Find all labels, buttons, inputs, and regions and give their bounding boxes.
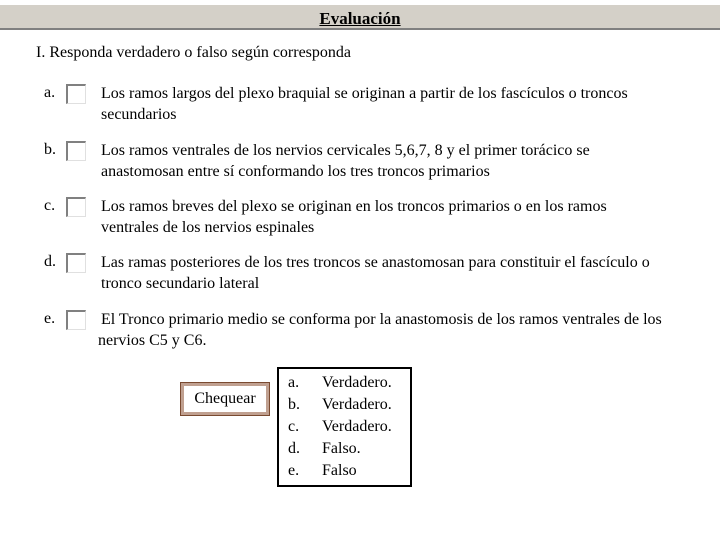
question-a-text: Los ramos largos del plexo braquial se originan a partir de los fascículos o troncos secundarios xyxy=(101,85,628,123)
check-button[interactable]: Chequear xyxy=(181,383,269,415)
question-b-checkbox[interactable] xyxy=(66,141,86,161)
answer-value: Verdadero. xyxy=(322,374,392,391)
answer-value: Falso xyxy=(322,462,357,479)
question-d-text: Las ramas posteriores de los tres troncos se anastomosan para constituir el fascículo o tronco secundario lateral xyxy=(101,254,650,292)
answer-value: Verdadero. xyxy=(322,396,392,413)
question-c-text: Los ramos breves del plexo se originan en los troncos primarios o en los ramos ventrales de los nervios espinales xyxy=(101,198,607,236)
answer-letter: a. xyxy=(288,374,300,391)
answer-letter: c. xyxy=(288,418,300,435)
question-a-checkbox[interactable] xyxy=(66,84,86,104)
title-bar xyxy=(0,4,720,30)
question-d-letter: d. xyxy=(44,253,56,270)
question-b-letter: b. xyxy=(44,141,56,158)
question-e-text: El Tronco primario medio se conforma por la anastomosis de los ramos ventrales de los nervios C5 y C6. xyxy=(98,311,662,349)
answer-value: Falso. xyxy=(322,440,361,457)
page-title: Evaluación xyxy=(319,9,401,28)
question-e-checkbox[interactable] xyxy=(66,310,86,330)
question-c-checkbox[interactable] xyxy=(66,197,86,217)
answer-letter: e. xyxy=(288,462,300,479)
answer-letter: d. xyxy=(288,440,300,457)
answer-letter: b. xyxy=(288,396,300,413)
question-c-letter: c. xyxy=(44,197,56,214)
question-e-letter: e. xyxy=(44,310,56,327)
answer-value: Verdadero. xyxy=(322,418,392,435)
instruction-text: I. Responda verdadero o falso según corresponda xyxy=(36,44,352,61)
question-a-letter: a. xyxy=(44,84,56,101)
question-d-checkbox[interactable] xyxy=(66,253,86,273)
answer-key-box xyxy=(277,367,412,487)
question-b-text: Los ramos ventrales de los nervios cervicales 5,6,7, 8 y el primer torácico se anastomosan entre sí conformando los tres troncos primarios xyxy=(101,142,590,180)
